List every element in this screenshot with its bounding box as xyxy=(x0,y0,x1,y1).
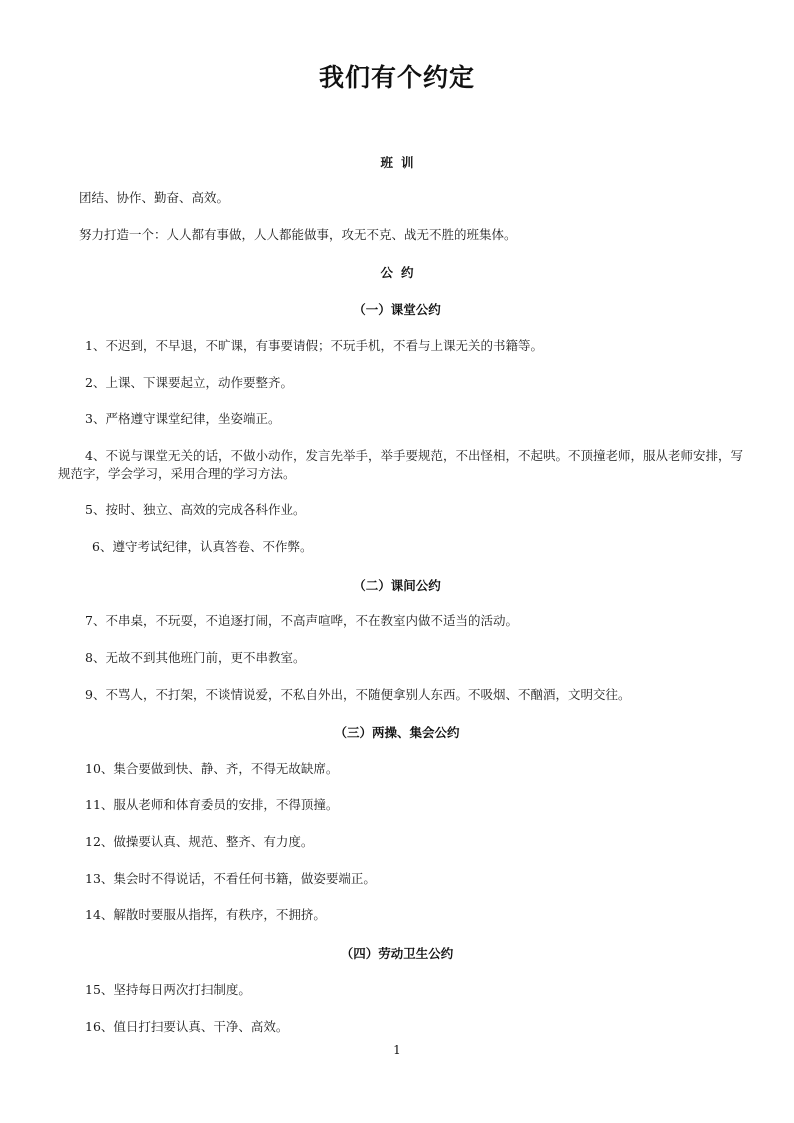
motto-line: 团结、协作、勤奋、高效。 xyxy=(79,190,230,205)
rule-item: 5、按时、独立、高效的完成各科作业。 xyxy=(85,502,306,517)
rule-item: 11、服从老师和体育委员的安排，不得顶撞。 xyxy=(85,797,339,812)
page-number: 1 xyxy=(393,1043,401,1057)
motto-heading: 班训 xyxy=(380,155,422,170)
rule-item: 12、做操要认真、规范、整齐、有力度。 xyxy=(85,834,314,849)
rule-item: 6、遵守考试纪律，认真答卷、不作弊。 xyxy=(92,539,313,554)
section-heading: （二）课间公约 xyxy=(353,578,441,593)
rule-item: 4、不说与课堂无关的话，不做小动作，发言先举手，举手要规范，不出怪相，不起哄。不顶撞老师，服从老师安排，写规范字，学会学习，采用合理的学习方法。 xyxy=(58,448,743,481)
section-heading: （四）劳动卫生公约 xyxy=(340,946,454,961)
rule-item: 9、不骂人，不打架，不谈情说爱，不私自外出，不随便拿别人东西。不吸烟、不酗酒，文明交往。 xyxy=(85,687,631,702)
rule-item: 13、集会时不得说话，不看任何书籍，做姿要端正。 xyxy=(85,871,376,886)
rule-item: 10、集合要做到快、静、齐，不得无故缺席。 xyxy=(85,761,339,776)
rule-item: 16、值日打扫要认真、干净、高效。 xyxy=(85,1019,289,1034)
convention-heading: 公约 xyxy=(380,265,422,280)
rule-item: 14、解散时要服从指挥，有秩序，不拥挤。 xyxy=(85,907,326,922)
rule-item: 2、上课、下课要起立，动作要整齐。 xyxy=(85,375,293,390)
motto-line: 努力打造一个：人人都有事做，人人都能做事，攻无不克、战无不胜的班集体。 xyxy=(79,227,517,242)
rule-item: 15、坚持每日两次打扫制度。 xyxy=(85,982,251,997)
section-heading: （三）两操、集会公约 xyxy=(334,725,460,740)
page-title: 我们有个约定 xyxy=(318,63,475,92)
rule-item: 1、不迟到，不早退，不旷课，有事要请假；不玩手机，不看与上课无关的书籍等。 xyxy=(85,338,543,353)
rule-item: 3、严格遵守课堂纪律，坐姿端正。 xyxy=(85,411,281,426)
rule-item: 8、无故不到其他班门前，更不串教室。 xyxy=(85,650,306,665)
section-heading: （一）课堂公约 xyxy=(353,302,441,317)
rule-item: 7、不串桌，不玩耍，不追逐打闹，不高声喧哗，不在教室内做不适当的活动。 xyxy=(85,613,518,628)
